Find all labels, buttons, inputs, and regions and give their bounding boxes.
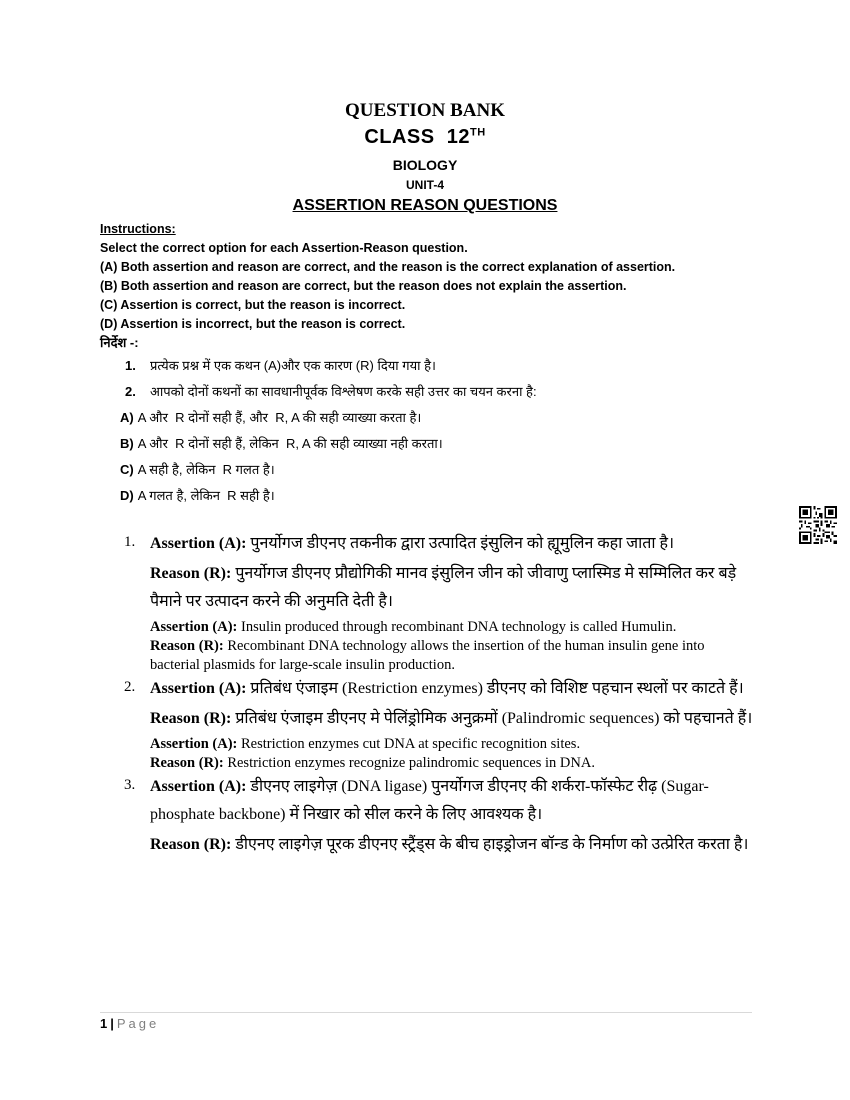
reason-text: प्रतिबंध एंजाइम डीएनए मे पेलिंड्रोमिक अनुक्रमों (Palindromic sequences) को पहचानते हैं। (231, 710, 753, 727)
instructions-block (100, 220, 760, 334)
english-reason (150, 637, 754, 675)
hindi-point (100, 353, 760, 379)
point-number: 1. (125, 358, 136, 373)
instructions-label: Instructions: (100, 222, 176, 236)
english-assertion (150, 735, 754, 754)
question-number: 3. (124, 777, 136, 793)
class-heading (0, 126, 850, 149)
hindi-reason (150, 831, 754, 859)
unit-heading: UNIT-4 (405, 178, 444, 192)
option-key: D) (120, 488, 134, 503)
assertion-label: Assertion (A): (150, 619, 238, 635)
assertion-text: डीएनए लाइगेज़ (DNA ligase) पुनर्योगज डीएनए की शर्करा-फॉस्फेट रीढ़ (Sugar-phosphate backbone) में निखार को सील करने के लिए आवश्यक है। (150, 778, 709, 823)
option-key: A) (120, 410, 134, 425)
qr-code-icon[interactable] (799, 506, 837, 544)
hindi-instructions-block (100, 333, 760, 509)
question-number: 1. (124, 534, 136, 550)
class-label: CLASS 12 (364, 126, 470, 148)
hindi-reason (150, 560, 754, 616)
instruction-line: (A) Both assertion and reason are correct, and the reason is the correct explanation of assertion. (100, 260, 676, 274)
question-item (124, 773, 754, 859)
option-text: A और R दोनों सही हैं, और R, A की सही व्याख्या करता है। (137, 410, 422, 425)
questions-list (124, 530, 754, 861)
reason-text: Recombinant DNA technology allows the insertion of the human insulin gene into bacterial plasmids for large-scale insulin production. (150, 638, 705, 673)
question-item (124, 530, 754, 675)
point-text: आपको दोनों कथनों का सावधानीपूर्वक विश्लेषण करके सही उत्तर का चयन करना है: (150, 384, 537, 399)
reason-label: Reason (R): (150, 638, 224, 654)
assertion-label: Assertion (A): (150, 736, 238, 752)
assertion-text: पुनर्योगज डीएनए तकनीक द्वारा उत्पादित इंसुलिन को ह्यूमुलिन कहा जाता है। (246, 535, 675, 552)
option-key: B) (120, 436, 134, 451)
footer-divider (100, 1012, 752, 1013)
point-text: प्रत्येक प्रश्न में एक कथन (A)और एक कारण (R) दिया गया है। (150, 358, 436, 373)
english-assertion (150, 618, 754, 637)
assertion-label: Assertion (A): (150, 778, 247, 795)
reason-label: Reason (R): (150, 836, 232, 853)
hindi-option (100, 457, 760, 483)
assertion-text: Insulin produced through recombinant DNA technology is called Humulin. (237, 619, 677, 635)
instruction-line: Select the correct option for each Assertion-Reason question. (100, 241, 468, 255)
reason-text: पुनर्योगज डीएनए प्रौद्योगिकी मानव इंसुलिन जीन को जीवाणु प्लास्मिड मे सम्मिलित कर बड़े पैमाने पर उत्पादन करने की अनुमति देती है। (150, 565, 737, 610)
page-number: 1 (100, 1016, 108, 1031)
page-footer (100, 1016, 159, 1031)
point-number: 2. (125, 384, 136, 399)
reason-label: Reason (R): (150, 565, 232, 582)
assertion-text: प्रतिबंध एंजाइम (Restriction enzymes) डीएनए को विशिष्ट पहचान स्थलों पर काटते हैं। (246, 680, 744, 697)
hindi-assertion (150, 675, 754, 703)
option-key: C) (120, 462, 134, 477)
reason-text: डीएनए लाइगेज़ पूरक डीएनए स्ट्रैंड्स के बीच हाइड्रोजन बॉन्ड के निर्माण को उत्प्रेरित करता है। (231, 836, 749, 853)
hindi-reason (150, 705, 754, 733)
reason-text: Restriction enzymes recognize palindromic sequences in DNA. (223, 755, 595, 771)
assertion-label: Assertion (A): (150, 535, 247, 552)
option-text: A गलत है, लेकिन R सही है। (137, 488, 275, 503)
section-heading: ASSERTION REASON QUESTIONS (292, 197, 558, 214)
option-text: A और R दोनों सही हैं, लेकिन R, A की सही व्याख्या नही करता। (137, 436, 443, 451)
reason-label: Reason (R): (150, 755, 224, 771)
instruction-line: (C) Assertion is correct, but the reason is incorrect. (100, 298, 406, 312)
reason-label: Reason (R): (150, 710, 232, 727)
question-number: 2. (124, 679, 136, 695)
hindi-option (100, 405, 760, 431)
question-item (124, 675, 754, 773)
hindi-option (100, 431, 760, 457)
doc-title: QUESTION BANK (345, 100, 505, 121)
hindi-assertion (150, 773, 754, 829)
hindi-option (100, 483, 760, 509)
instruction-line: (B) Both assertion and reason are correct, but the reason does not explain the assertion. (100, 279, 627, 293)
hindi-assertion (150, 530, 754, 558)
assertion-label: Assertion (A): (150, 680, 247, 697)
english-reason (150, 754, 754, 773)
subject-heading: BIOLOGY (392, 157, 458, 173)
hindi-instructions-title: निर्देश -: (100, 335, 139, 350)
page-word: Page (116, 1016, 160, 1031)
option-text: A सही है, लेकिन R गलत है। (137, 462, 275, 477)
instruction-line: (D) Assertion is incorrect, but the reason is correct. (100, 317, 406, 331)
class-superscript: TH (469, 126, 486, 139)
hindi-point (100, 379, 760, 405)
footer-separator: | (110, 1016, 114, 1031)
assertion-text: Restriction enzymes cut DNA at specific recognition sites. (237, 736, 581, 752)
